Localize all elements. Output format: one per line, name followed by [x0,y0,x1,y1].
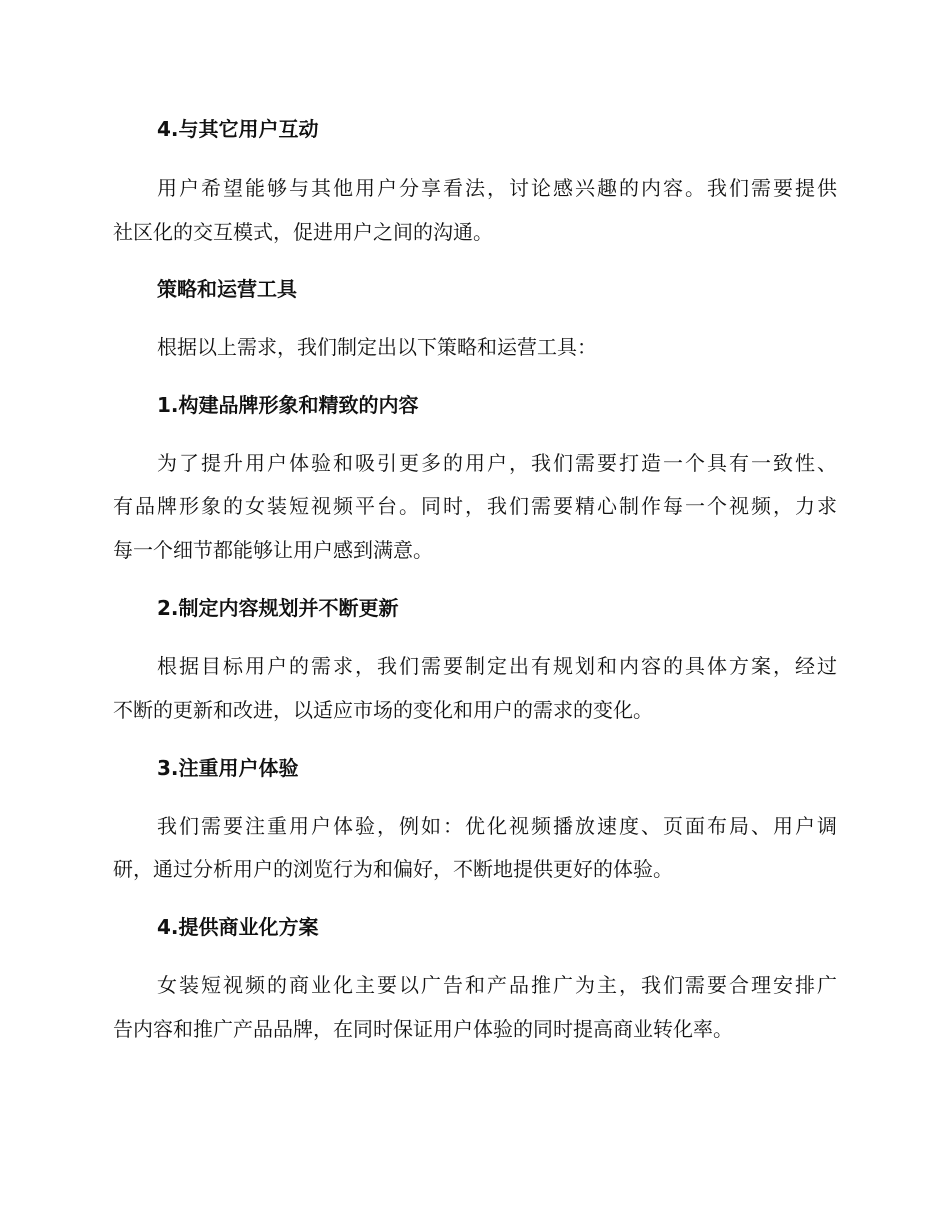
paragraph-line: 根据以上需求，我们制定出以下策略和运营工具： [157,335,597,359]
paragraph-line: 研，通过分析用户的浏览行为和偏好，不断地提供更好的体验。 [113,857,673,881]
section-heading-commercial: 4.提供商业化方案 [157,915,319,939]
paragraph-line: 有品牌形象的女装短视频平台。同时，我们需要精心制作每一个视频，力求 [113,494,837,518]
paragraph-line: 用户希望能够与其他用户分享看法，讨论感兴趣的内容。我们需要提供 [157,176,837,200]
section-heading-content-plan: 2.制定内容规划并不断更新 [157,596,399,620]
paragraph-line: 为了提升用户体验和吸引更多的用户，我们需要打造一个具有一致性、 [157,451,837,475]
paragraph-line: 社区化的交互模式，促进用户之间的沟通。 [113,220,493,244]
paragraph-line: 根据目标用户的需求，我们需要制定出有规划和内容的具体方案，经过 [157,654,837,678]
paragraph-line: 不断的更新和改进，以适应市场的变化和用户的需求的变化。 [113,698,653,722]
paragraph-line: 我们需要注重用户体验，例如：优化视频播放速度、页面布局、用户调 [157,814,837,838]
section-heading-user-experience: 3.注重用户体验 [157,756,299,780]
paragraph-line: 女装短视频的商业化主要以广告和产品推广为主，我们需要合理安排广 [157,973,837,997]
section-heading-user-interaction: 4.与其它用户互动 [157,117,319,141]
section-heading-strategy: 策略和运营工具 [157,277,297,301]
paragraph-line: 每一个细节都能够让用户感到满意。 [113,538,433,562]
paragraph-line: 告内容和推广产品品牌，在同时保证用户体验的同时提高商业转化率。 [113,1017,733,1041]
section-heading-brand: 1.构建品牌形象和精致的内容 [157,393,419,417]
